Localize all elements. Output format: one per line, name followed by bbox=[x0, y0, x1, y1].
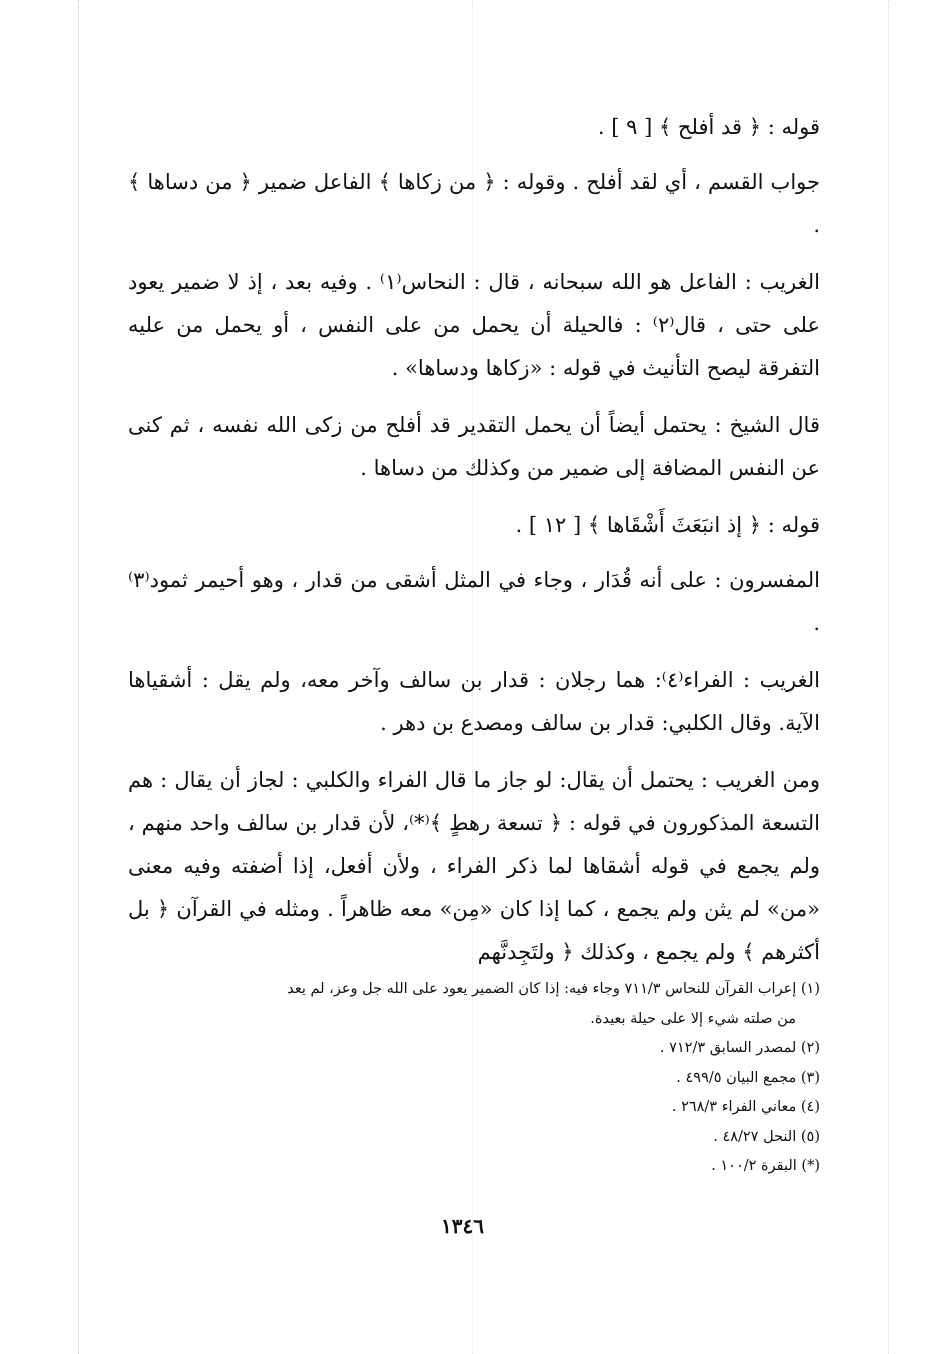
paragraph-gharib-1: الغريب : الفاعل هو الله سبحانه ، قال : النحاس⁽١⁾ . وفيه بعد ، إذ لا ضمير يعود على حتى ، قال⁽٢⁾ : فالحيلة أن يحمل من على النفس ، أو يحمل من عليه التفرقة ليصح التأنيث في قوله : «زكاها ودساها» . bbox=[128, 270, 820, 380]
scan-margin-line-right bbox=[888, 0, 889, 1354]
paragraph-answer-oath: جواب القسم ، أي لقد أفلح . وقوله : ﴿ من زكاها ﴾ الفاعل ضمير ﴿ من دساها ﴾ . bbox=[128, 170, 820, 237]
paragraph-gharib-2: الغريب : الفراء⁽٤⁾: هما رجلان : قدار بن سالف وآخر معه، ولم يقل : أشقياها الآية. وقال الكلبي: قدار بن سالف ومصدع بن دهر . bbox=[128, 668, 820, 735]
footnote-star: (*) البقرة ١٠٠/٢ . bbox=[711, 1158, 820, 1174]
footnote-1-continued: من صلته شيء إلا على حيلة بعيدة. bbox=[590, 1010, 796, 1027]
verse-heading-2: قوله : ﴿ إذ انبَعَثَ أَشْقَاها ﴾ [ ١٢ ] . bbox=[515, 513, 820, 537]
paragraph-sheikh: قال الشيخ : يحتمل أيضاً أن يحمل التقدير قد أفلح من زكى الله نفسه ، ثم كنى عن النفس المضافة إلى ضمير من وكذلك من دساها . bbox=[128, 413, 820, 480]
footnotes bbox=[126, 975, 820, 1182]
paragraph-gharib-3: ومن الغريب : يحتمل أن يقال: لو جاز ما قال الفراء والكلبي : لجاز أن يقال : هم التسعة المذكورون في قوله : ﴿ تسعة رهطٍ ﴾⁽*⁾، لأن قدار بن سالف واحد منهم ، ولم يجمع في قوله أشقاها لما ذكر الفراء ، ولأن أفعل، إذا أضفته وفيه معنى «من» لم يثن ولم يجمع ، كما إذا كان «مِن» معه ظاهراً . ومثله في القرآن ﴿ بل أكثرهم ﴾ ولم يجمع ، وكذلك ﴿ ولتَجِدنَّهم bbox=[128, 768, 820, 964]
footnote-2: (٢) لمصدر السابق ٧١٢/٣ . bbox=[659, 1040, 820, 1056]
footnote-4: (٤) معاني الفراء ٢٦٨/٣ . bbox=[671, 1099, 820, 1115]
main-text bbox=[128, 106, 820, 988]
footnote-1: (١) إعراب القرآن للنحاس ٧١١/٣ وجاء فيه: إذا كان الضمير يعود على الله جل وعز، لم يعد bbox=[287, 981, 820, 997]
footnote-3: (٣) مجمع البيان ٤٩٩/٥ . bbox=[676, 1069, 820, 1086]
footnote-5: (٥) النحل ٤٨/٢٧ . bbox=[713, 1128, 820, 1145]
paragraph-mufassirun: المفسرون : على أنه قُدَار ، وجاء في المثل أشقى من قدار ، وهو أحيمر ثمود⁽٣⁾ . bbox=[128, 568, 820, 635]
page-number: ١٣٤٦ bbox=[441, 1214, 484, 1238]
verse-heading-1: قوله : ﴿ قد أفلح ﴾ [ ٩ ] . bbox=[597, 115, 820, 139]
scan-margin-line-left bbox=[78, 0, 79, 1354]
